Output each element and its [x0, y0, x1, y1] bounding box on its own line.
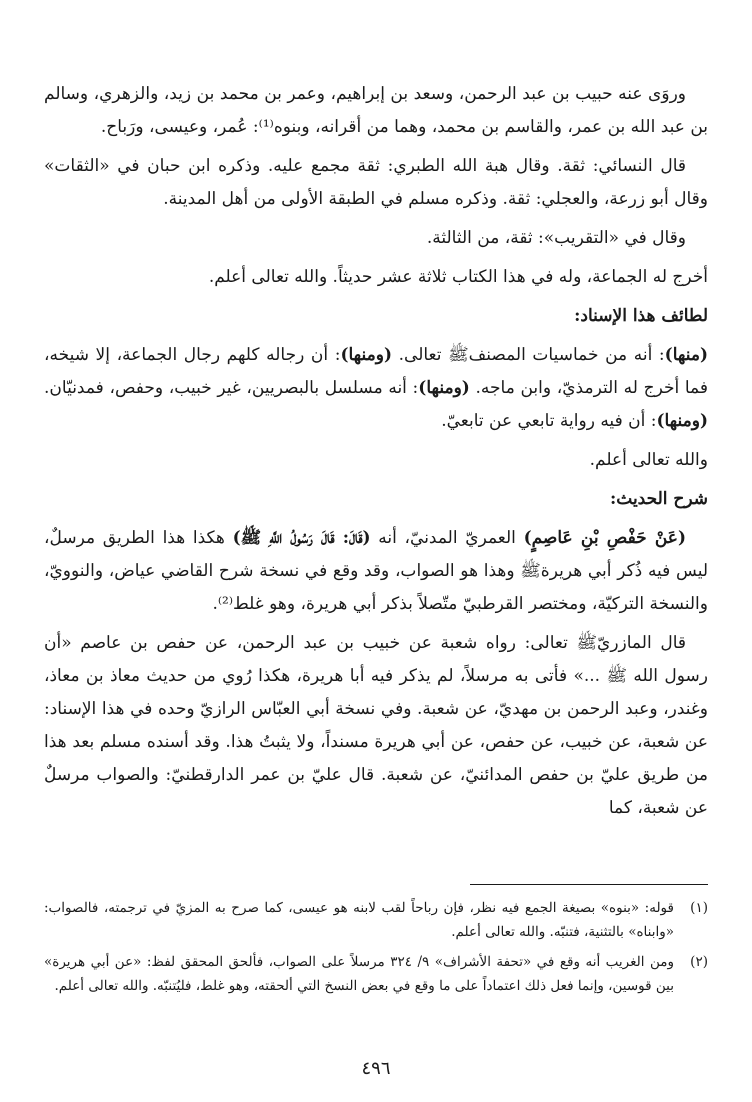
label-minha-1: (منها): [664, 345, 708, 365]
text-sharh-1: العمريّ المدنيّ، أنه: [370, 528, 524, 548]
text-isnad-4: : أن فيه رواية تابعي عن تابعيّ.: [441, 411, 657, 431]
section-heading-sharh: شرح الحديث:: [609, 489, 708, 509]
section-heading-isnad: لطائف هذا الإسناد:: [574, 306, 708, 326]
paragraph-hadith-text: [44, 522, 708, 621]
paragraph-taqrib: وقال في «التقريب»: ثقة، من الثالثة.: [426, 228, 686, 248]
footnotes: [44, 896, 708, 1004]
footnote-text: ومن الغريب أنه وقع في «تحفة الأشراف» ٩/ ٣٢٤ مرسلاً على الصواب، فألحق المحقق لفظ: «عن أبي هريرة» بين قوسين، وإنما فعل ذلك اعتماداً على ما وقع في بعض النسخ التي ألحقته، وهو غلط، فليُتنبّه. والله تعالى أعلم.: [44, 954, 674, 994]
text-isnad-2: : أن رجاله كلهم رجال الجماعة، إلا شيخه، فما أخرج له الترمذيّ، وابن ماجه.: [44, 345, 708, 398]
paragraph-isnad-points: [44, 339, 708, 438]
label-minha-4: (ومنها): [656, 411, 708, 431]
text-isnad-3: : أنه مسلسل بالبصريين، غير خبيب، وحفص، فمدنيّان.: [44, 378, 419, 398]
paragraph-grading: قال النسائي: ثقة. وقال هبة الله الطبري: ثقة مجمع عليه. وذكره ابن حبان في «الثقات» وقال أبو زرعة، والعجلي: ثقة. وذكره مسلم في الطبقة الأولى من أهل المدينة.: [44, 156, 708, 209]
page-number: ٤٩٦: [361, 1058, 391, 1079]
footnote-number: (١): [690, 900, 708, 916]
main-text: [44, 78, 708, 831]
footnote-2: [44, 950, 708, 998]
paragraph-narrators: وروَى عنه حبيب بن عبد الرحمن، وسعد بن إبراهيم، وعمر بن محمد بن زيد، والزهري، وسالم بن عبد الله بن عمر، والقاسم بن محمد، وهما من أقرانه، وبنوه⁽¹⁾: عُمر، وعيسى، ورَباح.: [44, 84, 708, 137]
quote-qala: (قَالَ: قَالَ رَسُولُ اللَّهِ ﷺ): [232, 528, 371, 548]
text-isnad-1: : أنه من خماسيات المصنفﷺ تعالى.: [392, 345, 665, 365]
quote-hafs: (عَنْ حَفْصِ بْنِ عَاصِمٍ): [523, 528, 686, 548]
footnote-number: (٢): [690, 954, 708, 970]
footnote-text: قوله: «بنوه» بصيغة الجمع فيه نظر، فإن رباحاً لقب لابنه هو عيسى، كما صرح به المزيّ في ترجمته، فالصواب: «وابناه» بالتثنية، فتنبّه. والله تعالى أعلم.: [44, 900, 674, 940]
label-minha-2: (ومنها): [340, 345, 393, 365]
footnote-1: [44, 896, 708, 944]
paragraph-mazari: قال المازريّﷺ تعالى: رواه شعبة عن خبيب بن عبد الرحمن، عن حفص بن عاصم «أن رسول الله ﷺ ...» فأتى به مرسلاً، لم يذكر فيه أبا هريرة، هكذا رُوي من حديث معاذ بن معاذ، وغندر، وعبد الرحمن بن مهديّ، عن شعبة. وفي نسخة أبي العبّاس الرازيّ وحده في هذا الإسناد: عن شعبة، عن خبيب، عن حفص، عن أبي هريرة مسنداً، ولا يثبتُ هذا. وقد أسنده مسلم بعد هذا من طريق عليّ بن حفص المدائنيّ، عن شعبة. قال عليّ بن عمر الدارقطنيّ: والصواب مرسلٌ عن شعبة، كما: [44, 633, 708, 818]
paragraph-allah-alam: والله تعالى أعلم.: [589, 450, 708, 470]
text-sharh-2: هكذا هذا الطريق مرسلٌ، ليس فيه ذُكر أبي هريرةﷺ وهذا هو الصواب، وقد وقع في نسخة شرح القاضي عياض، والنوويّ، والنسخة التركيّة، ومختصر القرطبيّ متّصلاً بذكر أبي هريرة، وهو غلط⁽²⁾.: [44, 528, 708, 614]
label-minha-3: (ومنها): [418, 378, 470, 398]
paragraph-takhrij: أخرج له الجماعة، وله في هذا الكتاب ثلاثة عشر حديثاً. والله تعالى أعلم.: [208, 267, 708, 287]
footnote-separator: [470, 884, 708, 885]
